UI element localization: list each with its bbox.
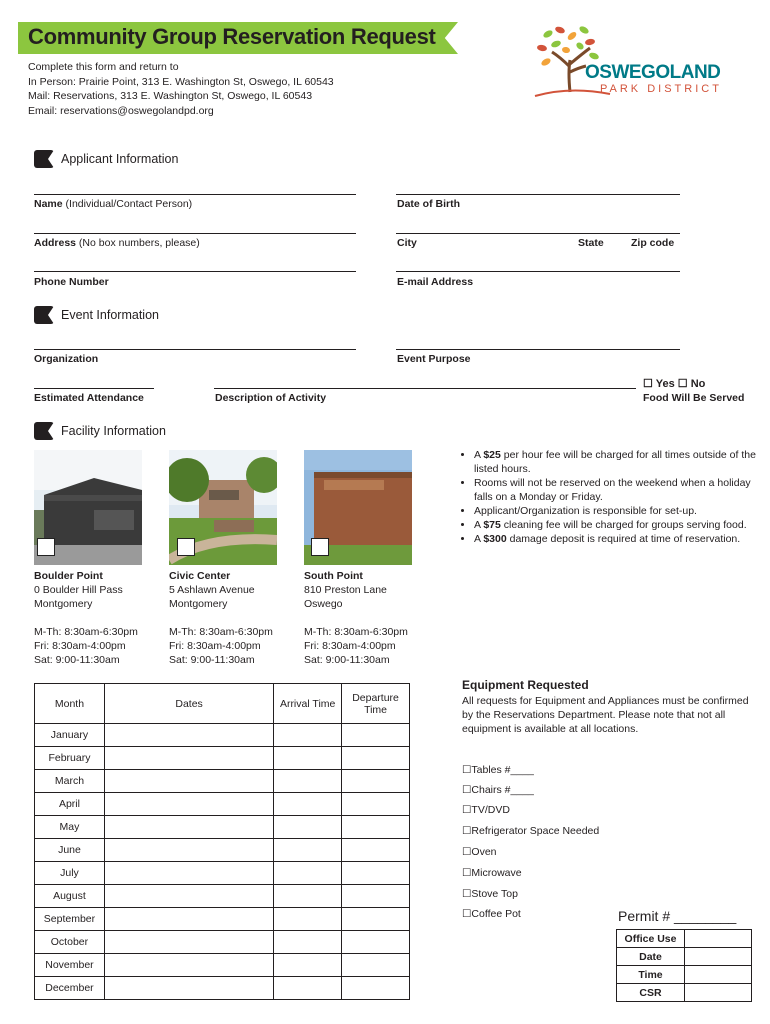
rule-fee: $300 bbox=[483, 533, 507, 545]
dob-label: Date of Birth bbox=[397, 198, 460, 210]
event-purpose-label: Event Purpose bbox=[397, 353, 471, 365]
facility-hours: M-Th: 8:30am-6:30pm bbox=[34, 626, 138, 638]
section-marker-icon bbox=[34, 150, 54, 168]
food-no-checkbox[interactable]: ☐ bbox=[677, 378, 688, 390]
dates-cell[interactable] bbox=[104, 816, 273, 839]
facility-name: South Point bbox=[304, 570, 363, 582]
month-cell: July bbox=[35, 862, 105, 885]
description-label: Description of Activity bbox=[215, 392, 327, 404]
arrival-cell[interactable] bbox=[274, 931, 342, 954]
month-cell: February bbox=[35, 747, 105, 770]
intro-line: Complete this form and return to bbox=[28, 61, 179, 73]
facility-city: Montgomery bbox=[34, 598, 93, 610]
rule-text: A bbox=[474, 519, 484, 531]
page-title: Community Group Reservation Request bbox=[28, 24, 436, 49]
departure-cell[interactable] bbox=[342, 816, 410, 839]
table-row bbox=[617, 966, 752, 984]
name-field[interactable] bbox=[34, 194, 356, 195]
dates-header: Dates bbox=[104, 684, 273, 724]
office-csr-label: CSR bbox=[617, 984, 685, 1002]
food-label: Food Will Be Served bbox=[643, 392, 745, 404]
rule-item bbox=[474, 518, 762, 532]
applicant-section-title: Applicant Information bbox=[61, 152, 179, 166]
departure-cell[interactable] bbox=[342, 954, 410, 977]
departure-cell[interactable] bbox=[342, 885, 410, 908]
month-cell: October bbox=[35, 931, 105, 954]
facility-address: 5 Ashlawn Avenue bbox=[169, 584, 255, 596]
departure-cell[interactable] bbox=[342, 793, 410, 816]
dates-cell[interactable] bbox=[104, 770, 273, 793]
facility-hours: M-Th: 8:30am-6:30pm bbox=[304, 626, 408, 638]
table-row bbox=[35, 724, 410, 747]
boulder-point-checkbox[interactable] bbox=[37, 538, 55, 556]
rule-item bbox=[474, 504, 762, 518]
description-field[interactable] bbox=[214, 388, 636, 389]
rule-item bbox=[474, 532, 762, 546]
dates-cell[interactable] bbox=[104, 908, 273, 931]
arrival-header: Arrival Time bbox=[274, 684, 342, 724]
office-use-label: Office Use bbox=[617, 930, 685, 948]
facility-hours: Sat: 9:00-11:30am bbox=[169, 654, 255, 666]
equipment-microwave-option[interactable]: ☐Microwave bbox=[462, 867, 522, 879]
dates-cell[interactable] bbox=[104, 793, 273, 816]
event-section-title: Event Information bbox=[61, 308, 159, 322]
food-no-label: No bbox=[690, 378, 706, 390]
state-label: State bbox=[578, 237, 604, 249]
section-marker-icon bbox=[34, 306, 54, 324]
food-options bbox=[643, 377, 705, 390]
dates-cell[interactable] bbox=[104, 885, 273, 908]
table-row bbox=[35, 977, 410, 1000]
facility-south-point bbox=[304, 569, 408, 667]
city-state-zip-field[interactable] bbox=[396, 233, 680, 234]
office-date-value bbox=[685, 948, 752, 966]
rule-text: per hour fee will be charged for all times outside of the listed hours. bbox=[474, 449, 756, 475]
table-row bbox=[35, 885, 410, 908]
rule-text: cleaning fee will be charged for groups serving food. bbox=[500, 519, 747, 531]
facility-hours: Fri: 8:30am-4:00pm bbox=[34, 640, 126, 652]
facility-section-title: Facility Information bbox=[61, 424, 166, 438]
intro-text bbox=[28, 60, 334, 118]
dates-cell[interactable] bbox=[104, 839, 273, 862]
month-cell: March bbox=[35, 770, 105, 793]
table-row bbox=[35, 747, 410, 770]
office-csr-value bbox=[685, 984, 752, 1002]
arrival-cell[interactable] bbox=[274, 885, 342, 908]
food-yes-label: Yes bbox=[655, 378, 675, 390]
month-header: Month bbox=[35, 684, 105, 724]
month-cell: January bbox=[35, 724, 105, 747]
dates-cell[interactable] bbox=[104, 931, 273, 954]
equipment-oven-option[interactable]: ☐Oven bbox=[462, 846, 497, 858]
section-marker-icon bbox=[34, 422, 54, 440]
rule-text: Applicant/Organization is responsible for set-up. bbox=[474, 505, 697, 517]
zip-label: Zip code bbox=[631, 237, 675, 249]
event-purpose-field[interactable] bbox=[396, 349, 680, 350]
logo-subtitle: PARK DISTRICT bbox=[600, 83, 722, 95]
office-use-value bbox=[685, 930, 752, 948]
logo-name: OSWEGOLAND bbox=[585, 62, 721, 83]
intro-line: Email: reservations@oswegolandpd.org bbox=[28, 104, 214, 117]
arrival-cell[interactable] bbox=[274, 770, 342, 793]
arrival-cell[interactable] bbox=[274, 839, 342, 862]
rule-item bbox=[474, 448, 762, 476]
equipment-title: Equipment Requested bbox=[462, 678, 589, 692]
facility-hours: Sat: 9:00-11:30am bbox=[34, 654, 120, 666]
dates-cell[interactable] bbox=[104, 862, 273, 885]
table-row bbox=[35, 862, 410, 885]
table-row bbox=[35, 793, 410, 816]
name-label-bold: Name bbox=[34, 198, 63, 210]
facility-boulder-point bbox=[34, 569, 138, 667]
departure-cell[interactable] bbox=[342, 747, 410, 770]
email-field[interactable] bbox=[396, 271, 680, 272]
permit-number: Permit # ________ bbox=[618, 908, 737, 924]
facility-name: Boulder Point bbox=[34, 570, 103, 582]
equipment-stovetop-option[interactable]: ☐Stove Top bbox=[462, 888, 518, 900]
attendance-field[interactable] bbox=[34, 388, 154, 389]
facility-city: Oswego bbox=[304, 598, 343, 610]
departure-cell[interactable] bbox=[342, 862, 410, 885]
table-row bbox=[35, 770, 410, 793]
dates-cell[interactable] bbox=[104, 747, 273, 770]
equipment-tv-option[interactable]: ☐TV/DVD bbox=[462, 804, 510, 816]
table-row bbox=[617, 948, 752, 966]
facility-hours: M-Th: 8:30am-6:30pm bbox=[169, 626, 273, 638]
address-label-hint: (No box numbers, please) bbox=[76, 237, 200, 249]
arrival-cell[interactable] bbox=[274, 724, 342, 747]
office-time-label: Time bbox=[617, 966, 685, 984]
arrival-cell[interactable] bbox=[274, 816, 342, 839]
table-row bbox=[617, 930, 752, 948]
name-label bbox=[34, 198, 192, 210]
month-cell: June bbox=[35, 839, 105, 862]
dates-cell[interactable] bbox=[104, 954, 273, 977]
email-label: E-mail Address bbox=[397, 276, 474, 288]
civic-center-checkbox[interactable] bbox=[177, 538, 195, 556]
rule-item bbox=[474, 476, 762, 504]
address-field[interactable] bbox=[34, 233, 356, 234]
table-row bbox=[617, 984, 752, 1002]
table-row bbox=[35, 908, 410, 931]
departure-header: Departure Time bbox=[342, 684, 410, 724]
facility-address: 810 Preston Lane bbox=[304, 584, 387, 596]
arrival-cell[interactable] bbox=[274, 977, 342, 1000]
dates-cell[interactable] bbox=[104, 724, 273, 747]
facility-hours: Fri: 8:30am-4:00pm bbox=[304, 640, 396, 652]
equipment-coffeepot-option[interactable]: ☐Coffee Pot bbox=[462, 908, 521, 920]
phone-field[interactable] bbox=[34, 271, 356, 272]
rule-text: Rooms will not be reserved on the weekend when a holiday falls on a Monday or Friday. bbox=[474, 477, 751, 503]
equipment-tables-option[interactable]: ☐Tables #____ bbox=[462, 764, 534, 776]
departure-cell[interactable] bbox=[342, 839, 410, 862]
organization-field[interactable] bbox=[34, 349, 356, 350]
facility-hours: Sat: 9:00-11:30am bbox=[304, 654, 390, 666]
table-row bbox=[35, 931, 410, 954]
month-cell: December bbox=[35, 977, 105, 1000]
departure-cell[interactable] bbox=[342, 931, 410, 954]
facility-civic-center bbox=[169, 569, 273, 667]
south-point-checkbox[interactable] bbox=[311, 538, 329, 556]
arrival-cell[interactable] bbox=[274, 793, 342, 816]
departure-cell[interactable] bbox=[342, 724, 410, 747]
dob-field[interactable] bbox=[396, 194, 680, 195]
facility-address: 0 Boulder Hill Pass bbox=[34, 584, 123, 596]
table-row bbox=[35, 954, 410, 977]
equipment-chairs-option[interactable]: ☐Chairs #____ bbox=[462, 784, 534, 796]
arrival-cell[interactable] bbox=[274, 954, 342, 977]
attendance-label: Estimated Attendance bbox=[34, 392, 144, 404]
organization-label: Organization bbox=[34, 353, 99, 365]
departure-cell[interactable] bbox=[342, 770, 410, 793]
facility-name: Civic Center bbox=[169, 570, 231, 582]
arrival-cell[interactable] bbox=[274, 908, 342, 931]
city-label: City bbox=[397, 237, 417, 249]
equipment-refrigerator-option[interactable]: ☐Refrigerator Space Needed bbox=[462, 825, 600, 837]
name-label-hint: (Individual/Contact Person) bbox=[62, 198, 193, 210]
phone-label: Phone Number bbox=[34, 276, 109, 288]
address-label-bold: Address bbox=[34, 237, 77, 249]
month-cell: August bbox=[35, 885, 105, 908]
departure-cell[interactable] bbox=[342, 908, 410, 931]
month-cell: April bbox=[35, 793, 105, 816]
rule-text: A bbox=[474, 449, 484, 461]
month-cell: November bbox=[35, 954, 105, 977]
month-cell: September bbox=[35, 908, 105, 931]
facility-city: Montgomery bbox=[169, 598, 228, 610]
address-label bbox=[34, 237, 200, 249]
arrival-cell[interactable] bbox=[274, 862, 342, 885]
equipment-note: All requests for Equipment and Appliances must be confirmed by the Reservations Department. Please note that not all equipment is available at all locations. bbox=[462, 695, 749, 735]
office-time-value bbox=[685, 966, 752, 984]
schedule-table bbox=[34, 683, 410, 1000]
rule-text: A bbox=[474, 533, 484, 545]
food-yes-checkbox[interactable]: ☐ bbox=[643, 378, 653, 390]
schedule-header-row bbox=[35, 684, 410, 724]
dates-cell[interactable] bbox=[104, 977, 273, 1000]
table-row bbox=[35, 839, 410, 862]
arrival-cell[interactable] bbox=[274, 747, 342, 770]
rule-text: damage deposit is required at time of reservation. bbox=[506, 533, 741, 545]
facility-hours: Fri: 8:30am-4:00pm bbox=[169, 640, 261, 652]
month-cell: May bbox=[35, 816, 105, 839]
table-row bbox=[35, 816, 410, 839]
intro-line: In Person: Prairie Point, 313 E. Washington St, Oswego, IL 60543 bbox=[28, 75, 334, 88]
rule-fee: $25 bbox=[483, 449, 501, 461]
intro-line: Mail: Reservations, 313 E. Washington St, Oswego, IL 60543 bbox=[28, 90, 313, 102]
office-date-label: Date bbox=[617, 948, 685, 966]
departure-cell[interactable] bbox=[342, 977, 410, 1000]
office-use-table bbox=[616, 929, 752, 1002]
facility-rules-list bbox=[462, 448, 762, 546]
rule-fee: $75 bbox=[483, 519, 501, 531]
